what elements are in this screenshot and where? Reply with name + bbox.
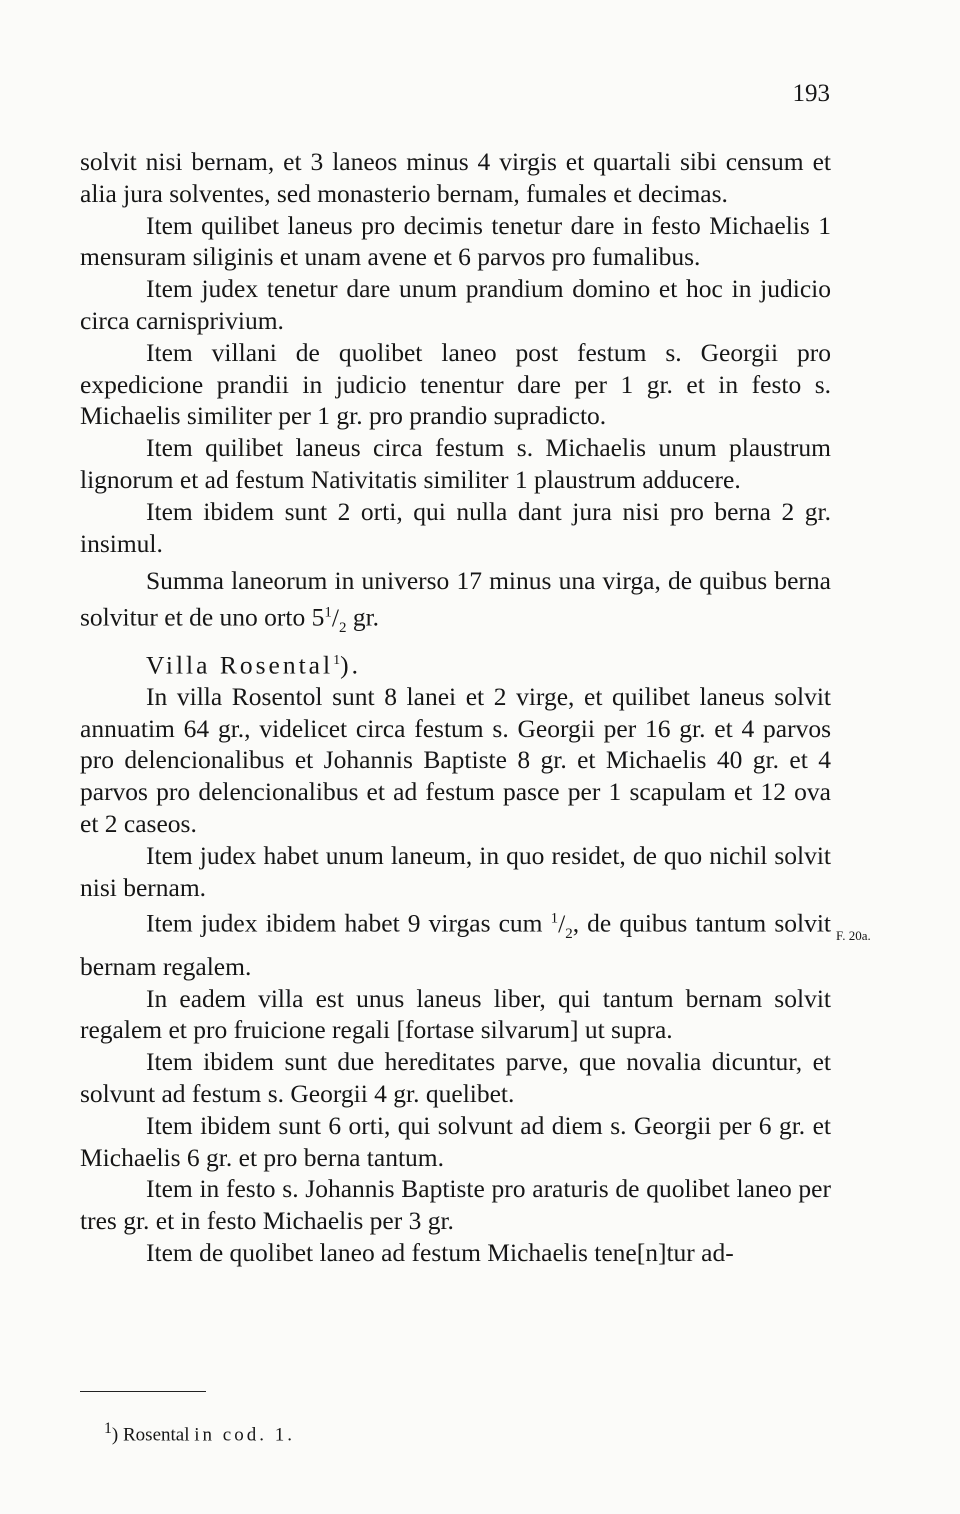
paragraph: Item judex tenetur dare unum prandium domino et hoc in judicio circa carnisprivium. — [80, 274, 831, 335]
heading-text: Villa Rosental — [146, 650, 334, 680]
paragraph: Item judex habet unum laneum, in quo residet, de quo nichil solvit nisi bernam. — [80, 840, 831, 902]
footnote-ref: 1 — [333, 652, 341, 668]
footnote-mark: 1 — [104, 1420, 112, 1437]
paragraph: Item in festo s. Johannis Baptiste pro araturis de quolibet laneo per tres gr. et in festo Michaelis per 3 gr. — [80, 1174, 831, 1236]
paragraph — [80, 903, 831, 982]
fraction: $^1/_2$ — [550, 908, 573, 943]
page-number: 193 — [792, 80, 830, 107]
footnote-text: ) Rosental — [111, 1424, 195, 1446]
footnote-text-spaced: in cod. 1. — [194, 1424, 295, 1446]
summa-text: Summa laneorum in universo 17 minus una virga, de quibus berna solvitur et de uno orto 5 — [80, 566, 831, 632]
paragraph: Item quilibet laneus pro decimis tenetur dare in festo Michaelis 1 mensuram siliginis et unam avene et 6 parvos pro fumalibus. — [80, 210, 831, 272]
paragraph: Item de quolibet laneo ad festum Michaelis tene[n]tur ad- — [146, 1237, 734, 1267]
paragraph-text: Item judex ibidem habet 9 virgas cum — [146, 908, 551, 938]
footnote — [104, 1420, 295, 1446]
fraction-numerator: 1 — [550, 910, 559, 927]
paragraph: In eadem villa est unus laneus liber, qui tantum bernam solvit regalem et pro fruicione regali [fortase silvarum] ut supra. — [80, 983, 831, 1045]
fraction: $^1/_2$ — [324, 602, 347, 636]
paragraph: Item ibidem sunt 6 orti, qui solvunt ad diem s. Georgii per 6 gr. et Michaelis 6 gr. et pro berna tantum. — [80, 1110, 831, 1172]
footnote-divider — [80, 1391, 206, 1392]
paragraph: Item villani de quolibet laneo post festum s. Georgii pro expedicione prandii in judicio tenentur dare per 1 gr. et in festo s. Michaelis similiter per 1 gr. pro prandio supradicto. — [80, 337, 831, 431]
fraction-numerator: 1 — [324, 604, 332, 621]
paragraph: Item ibidem sunt 2 orti, qui nulla dant jura nisi pro berna 2 gr. insimul. — [80, 496, 831, 558]
summa-paragraph — [80, 565, 831, 644]
fraction-denominator: 2 — [338, 619, 347, 636]
main-text — [80, 146, 831, 1269]
summa-text-end: gr. — [346, 602, 380, 632]
paragraph: Item ibidem sunt due hereditates parve, que novalia dicuntur, et solvunt ad festum s. Georgii 4 gr. quelibet. — [80, 1047, 831, 1108]
paragraph: solvit nisi bernam, et 3 laneos minus 4 virgis et quartali sibi censum et alia jura solventes, sed monasterio bernam, fumales et decimas. — [80, 147, 831, 208]
paragraph: Item quilibet laneus circa festum s. Michaelis unum plaustrum lignorum et ad festum Nativitatis similiter 1 plaustrum adducere. — [80, 433, 831, 494]
paragraph-text-end: , de quibus tantum solvit bernam regalem. — [80, 908, 832, 981]
heading-tail: ). — [340, 650, 361, 680]
paragraph: In villa Rosentol sunt 8 lanei et 2 virge, et quilibet laneus solvit annuatim 64 gr., videlicet circa festum s. Georgii per 16 gr. et 4 parvos pro delencionalibus et Johannis Baptiste 8 gr. et Michaelis 40 gr. et 4 parvos pro delencionalibus et ad festum pasce per 1 scapulam et 12 ova et 2 caseos. — [80, 681, 831, 839]
section-heading — [80, 645, 831, 681]
folio-margin-note: F. 20a. — [836, 928, 871, 943]
fraction-denominator: 2 — [565, 926, 573, 943]
